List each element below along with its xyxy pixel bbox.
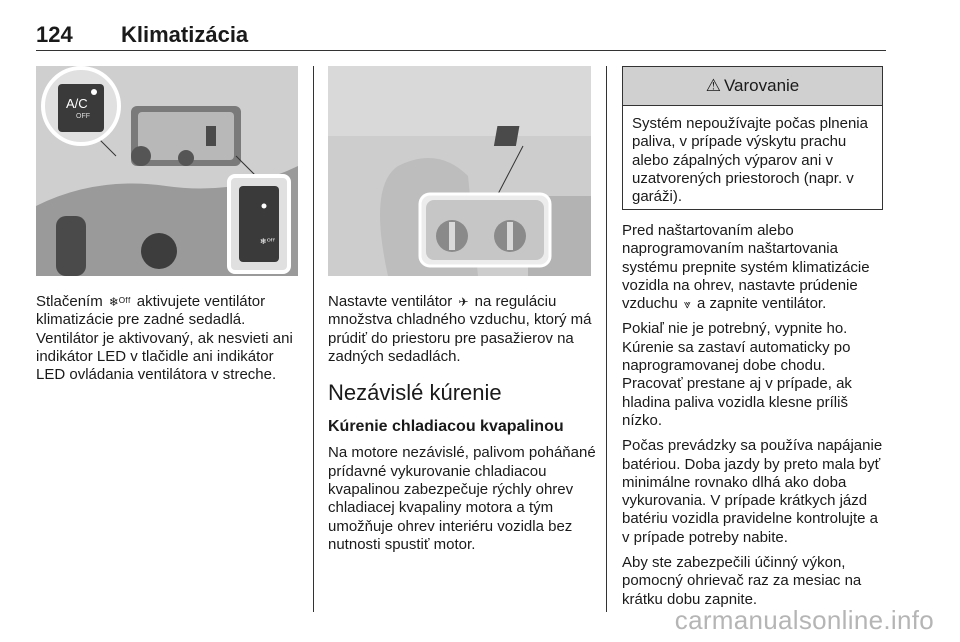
warning-header: [623, 67, 882, 106]
paragraph: Na motore nezávislé, palivom poháňané prídavné vykurovanie chladiacou kvapalinou zabezpečuje rýchly ohrev chladiacej kvapaliny motora a tým umožňuje ohrev interiéru vozidla bez nutnosti spustiť motor.: [328, 444, 596, 553]
text-span: na reguláciu množstva chladného vzduchu, ktorý má prúdiť do priestoru pre pasažierov na zadných sedadlách.: [328, 293, 592, 365]
column-2: [328, 293, 596, 561]
ac-off-label: OFF: [76, 113, 90, 120]
page-number: 124: [36, 22, 73, 47]
paragraph: [36, 293, 301, 384]
dashboard-ac-illustration: [36, 66, 298, 276]
paragraph: [328, 293, 596, 366]
column-1: [36, 293, 301, 391]
warning-title: Varovanie: [723, 76, 800, 95]
section-heading: Nezávislé kúrenie: [328, 380, 502, 406]
fan-icon: ✈: [458, 295, 469, 309]
text-span: Nastavte ventilátor: [328, 293, 457, 310]
paragraph: Pokiaľ nie je potrebný, vypnite ho. Kúrenie sa zastaví automaticky po naprogramovanej dobe chodu. Pracovať prestane aj v prípade, ak hladina paliva vozidla klesne príliš nízko.: [622, 320, 852, 429]
air-distribution-icon: ⩔: [684, 297, 691, 312]
column-divider-2: [606, 66, 607, 612]
warning-body: Systém nepoužívajte počas plnenia paliva, v prípade výskytu prachu alebo zápalných výparov ani v uzatvorených priestoroch (napr. v garáži).: [632, 115, 868, 206]
column-divider-1: [313, 66, 314, 612]
text-span: aktivujete ventilátor klimatizácie pre zadné sedadlá. Ventilátor je aktivovaný, ak nesvieti ani indikátor LED v tlačidle ani indikátor LED ovládania ventilátora v streche.: [36, 293, 293, 384]
warning-icon: ⚠: [705, 76, 721, 95]
text-span: Pred naštartovaním alebo naprogramovaním naštartovania systému prepnite systém klimatizácie vozidla na ohrev, nastavte prúdenie vzduchu: [622, 222, 870, 313]
roof-fan-control-svg: [328, 66, 591, 276]
svg-text:❄ᴼᶠᶠ: ❄ᴼᶠᶠ: [260, 237, 276, 246]
paragraph: Aby ste zabezpečili účinný výkon, pomocný ohrievač raz za mesiac na krátku dobu zapnite.: [622, 554, 862, 608]
roof-fan-control-illustration: [328, 66, 591, 276]
column-3: [622, 222, 888, 616]
watermark: carmanualsonline.info: [674, 605, 934, 635]
text-span: Stlačením: [36, 293, 107, 310]
warning-box: [622, 66, 883, 210]
rear-ac-icon: ❄ᴼᶠᶠ: [108, 295, 131, 309]
text-span: a zapnite ventilátor.: [692, 295, 827, 313]
subsection-heading: Kúrenie chladiacou kvapalinou: [328, 418, 564, 436]
paragraph: Počas prevádzky sa používa napájanie batériou. Doba jazdy by preto mala byť minimálne rovnako dlhá ako doba vykurovania. V prípade krátkych jázd batériu vozidla pravidelne kontrolujte a v prípade potreby nabite.: [622, 437, 883, 546]
ac-button-label: A/C: [66, 96, 88, 111]
chapter-title: Klimatizácia: [121, 22, 249, 47]
page-header: [36, 12, 886, 51]
paragraph: [622, 222, 888, 313]
